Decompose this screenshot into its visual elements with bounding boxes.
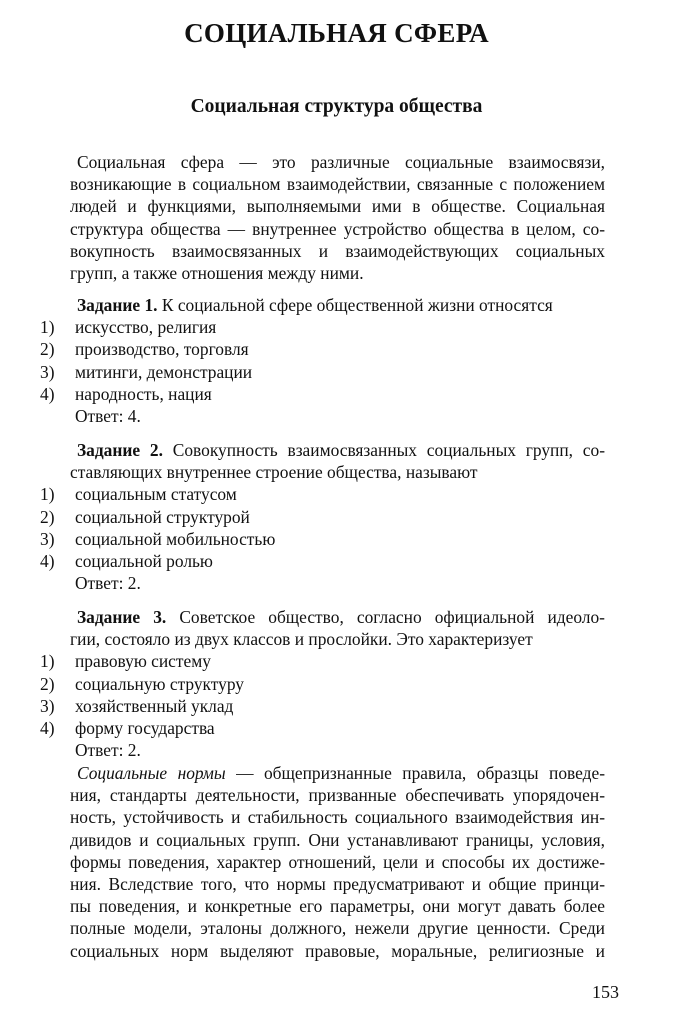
option-number: 4) bbox=[40, 718, 55, 738]
chapter-title: СОЦИАЛЬНАЯ СФЕРА bbox=[184, 18, 489, 48]
norms-line bbox=[77, 762, 605, 784]
option-text: правовую систему bbox=[75, 651, 211, 672]
option-number: 3) bbox=[40, 695, 55, 716]
norms-text: — общепризнанные правила, образцы поведе- bbox=[236, 763, 605, 783]
task-label: Задание 2. bbox=[77, 440, 163, 460]
task-label: Задание 1. bbox=[77, 295, 158, 315]
option-text: социальную структуру bbox=[75, 673, 244, 694]
option-number: 3) bbox=[40, 528, 55, 549]
task-question-line bbox=[70, 628, 605, 650]
option-text: форму государства bbox=[75, 718, 215, 738]
norms-line bbox=[70, 917, 605, 939]
norms-text: социальных норм выделяют правовые, моральные, религиозные и bbox=[70, 940, 605, 961]
option-text: хозяйственный уклад bbox=[75, 695, 234, 716]
norms-text: полные модели, эталоны должного, нежели другие ценности. Среди bbox=[70, 918, 605, 939]
option-text: социальным статусом bbox=[75, 484, 237, 505]
intro-line: Социальная сфера — это различные социальные взаимосвязи, bbox=[77, 152, 605, 172]
option-number: 4) bbox=[40, 383, 55, 404]
task-question-text: гии, состояло из двух классов и прослойки. Это характеризует bbox=[70, 629, 533, 650]
norms-text: ность, устойчивость и стабильность социального взаимодействия ин- bbox=[70, 807, 605, 828]
intro-line: возникающие в социальном взаимодействии, связанные с положением bbox=[70, 174, 605, 195]
option-text: народность, нация bbox=[75, 383, 212, 404]
option-text: митинги, демонстрации bbox=[75, 361, 253, 382]
option-text: производство, торговля bbox=[75, 339, 249, 360]
option-number: 4) bbox=[40, 551, 55, 571]
norms-text: ния, стандарты деятельности, призванные обеспечивать упорядочен- bbox=[70, 785, 605, 806]
intro-line: групп, а также отношения между ними. bbox=[70, 263, 364, 283]
option-text: социальной мобильностью bbox=[75, 528, 276, 549]
norms-text: формы поведения, характер отношений, цели и способы их достиже- bbox=[70, 851, 605, 872]
intro-line: структура общества — внутреннее устройство общества в целом, со- bbox=[70, 218, 605, 239]
task-question-text: ставляющих внутреннее строение общества, называют bbox=[70, 462, 478, 483]
task-question-text: Советское общество, согласно официальной идеоло- bbox=[179, 607, 605, 627]
option-text: социальной структурой bbox=[75, 506, 250, 527]
option-number: 1) bbox=[40, 651, 55, 672]
option-number: 3) bbox=[40, 361, 55, 382]
option-number: 1) bbox=[40, 317, 55, 338]
task-answer: Ответ: 2. bbox=[75, 573, 141, 594]
page-number: 153 bbox=[592, 982, 619, 1002]
section-title: Социальная структура общества bbox=[190, 96, 483, 117]
norms-text: дивидов и социальных групп. Они устанавливают границы, условия, bbox=[70, 829, 605, 850]
intro-line: вокупность взаимосвязанных и взаимодействующих социальных bbox=[70, 240, 605, 261]
option-number: 2) bbox=[40, 673, 55, 694]
norms-line bbox=[70, 851, 605, 873]
norms-term: Социальные нормы bbox=[77, 763, 226, 783]
intro-line: людей и функциями, выполняемыми ими в обществе. Социальная bbox=[70, 196, 605, 217]
norms-text: пы поведения, и конкретные его параметры, они могут давать более bbox=[70, 896, 605, 917]
task-label: Задание 3. bbox=[77, 607, 167, 627]
norms-line bbox=[70, 784, 605, 806]
norms-text: ния. Вследствие того, что нормы предусматривают и общие принци- bbox=[70, 874, 605, 894]
task-answer: Ответ: 4. bbox=[75, 406, 141, 426]
norms-line bbox=[70, 895, 605, 917]
option-number: 2) bbox=[40, 339, 55, 360]
norms-line bbox=[70, 940, 605, 962]
norms-line bbox=[70, 806, 605, 828]
task-question-text: К социальной сфере общественной жизни относятся bbox=[161, 295, 553, 315]
task-question-text: Совокупность взаимосвязанных социальных групп, со- bbox=[172, 440, 605, 460]
task-question-line bbox=[77, 439, 605, 461]
option-number: 2) bbox=[40, 506, 55, 527]
task-answer: Ответ: 2. bbox=[75, 740, 141, 761]
task-question-line bbox=[70, 461, 605, 483]
norms-line bbox=[70, 873, 605, 895]
norms-line bbox=[70, 829, 605, 851]
option-number: 1) bbox=[40, 484, 55, 505]
option-text: социальной ролью bbox=[75, 551, 213, 571]
task-question-line bbox=[77, 294, 605, 316]
option-text: искусство, религия bbox=[75, 317, 217, 338]
task-question-line bbox=[77, 606, 605, 628]
